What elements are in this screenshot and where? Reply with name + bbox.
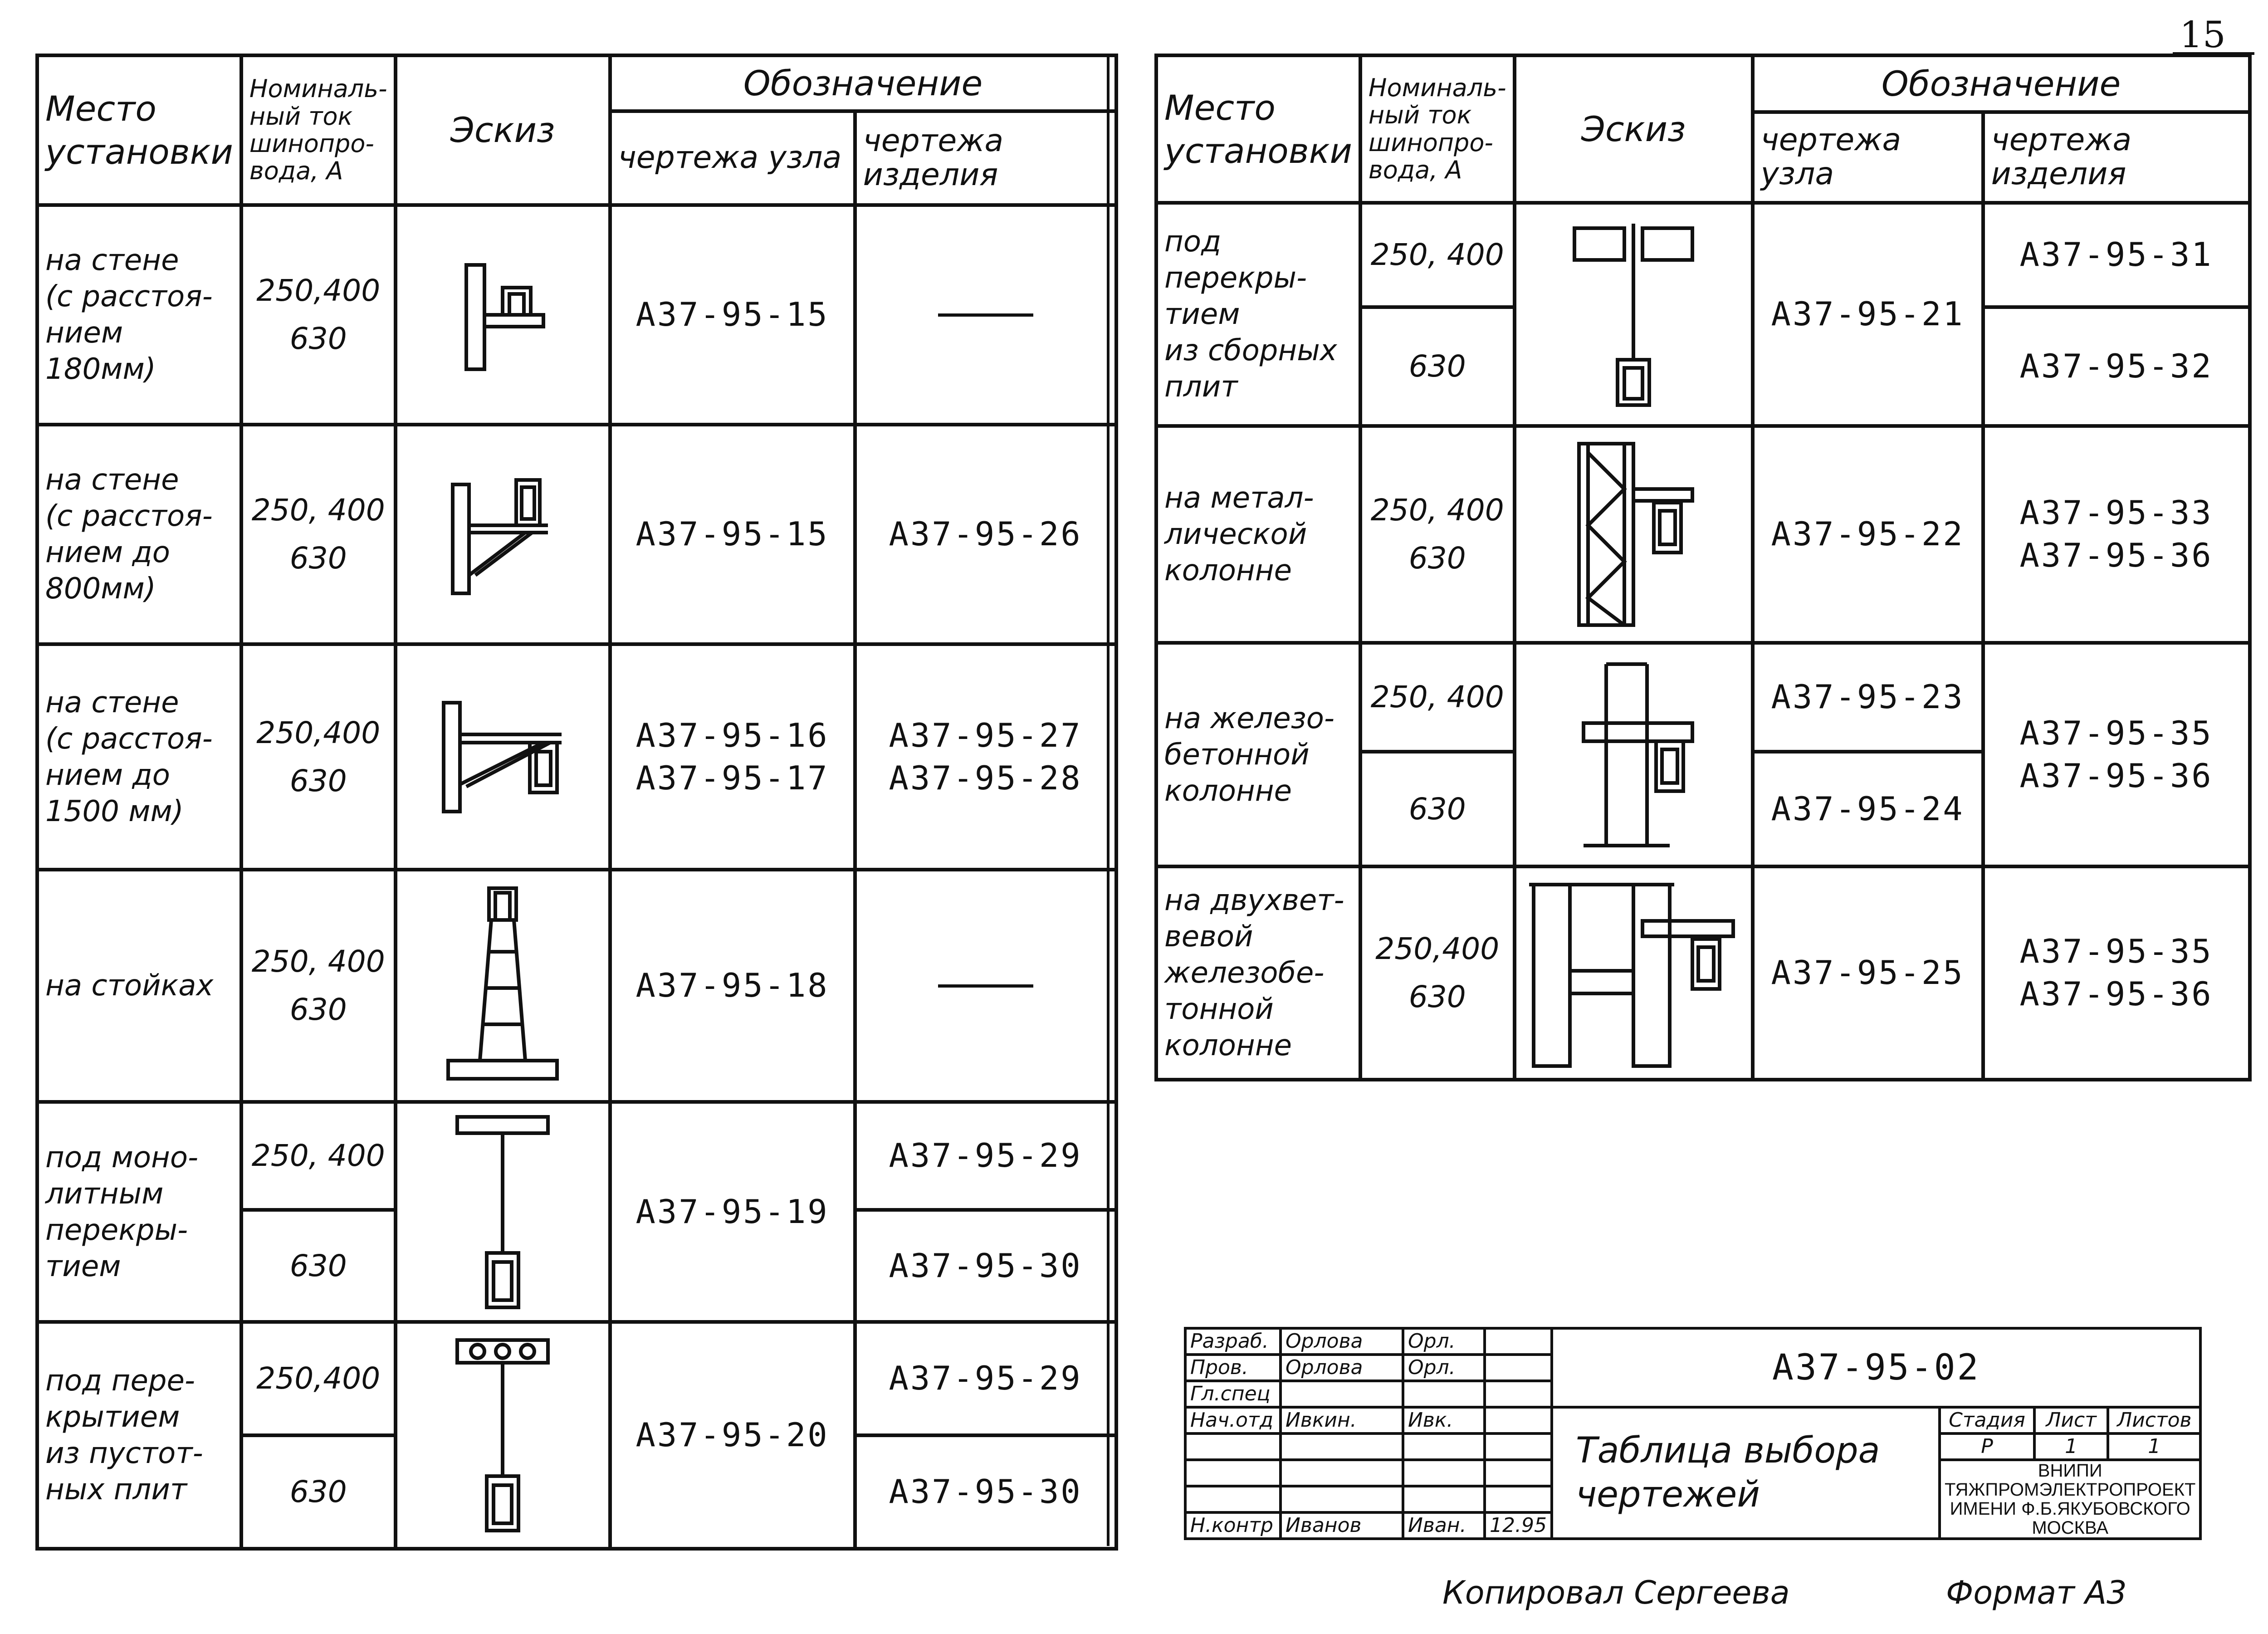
product-code: А37-95-30 [855, 1435, 1116, 1549]
product-code: А37-95-31 [1983, 203, 2250, 307]
place-cell: на железо- бетонной колонне [1156, 643, 1360, 866]
header-product-drawing: чертежа изделия [855, 111, 1116, 205]
product-code: А37-95-33 А37-95-36 [1983, 426, 2250, 643]
page-number: 15 [2180, 14, 2226, 56]
post-stand-icon [396, 870, 610, 1102]
concrete-column-icon [1515, 643, 1753, 866]
node-code: А37-95-24 [1753, 752, 1983, 866]
node-code: А37-95-20 [610, 1322, 855, 1549]
header-product-drawing: чертежа изделия [1983, 112, 2250, 203]
name-cell [1281, 1460, 1403, 1486]
role-cell: Разраб. [1185, 1328, 1281, 1355]
table-row [1156, 643, 2250, 752]
right-selection-table [1154, 54, 2252, 1081]
double-branch-column-icon [1515, 866, 1753, 1080]
header-sketch: Эскиз [1515, 55, 1753, 203]
date-cell: 12.95 [1485, 1512, 1552, 1539]
stage-label: Стадия [1940, 1407, 2034, 1433]
name-cell: Орлова [1281, 1355, 1403, 1381]
table-row [37, 870, 1116, 1102]
role-cell [1185, 1460, 1281, 1486]
product-code: А37-95-29 [855, 1102, 1116, 1210]
current-cell: 250, 400 630 [241, 870, 396, 1102]
role-cell [1185, 1486, 1281, 1512]
node-code: А37-95-23 [1753, 643, 1983, 752]
role-cell: Пров. [1185, 1355, 1281, 1381]
wall-bracket-long-icon [396, 644, 610, 870]
header-designation: Обозначение [610, 55, 1116, 111]
table-row [1156, 203, 2250, 307]
date-cell [1485, 1355, 1552, 1381]
name-cell: Орлова [1281, 1328, 1403, 1355]
role-cell: Гл.спец [1185, 1381, 1281, 1407]
place-cell: на метал- лической колонне [1156, 426, 1360, 643]
current-cell: 630 [241, 1435, 396, 1549]
current-cell: 250, 400 630 [1360, 426, 1515, 643]
product-code: А37-95-35 А37-95-36 [1983, 866, 2250, 1080]
product-code: А37-95-29 [855, 1322, 1116, 1435]
monolithic-slab-hanger-icon [396, 1102, 610, 1322]
signature-cell [1403, 1486, 1485, 1512]
date-cell [1485, 1381, 1552, 1407]
place-cell: на стене (с расстоя- нием до 800мм) [37, 425, 241, 644]
copied-by: Копировал Сергеева [1442, 1574, 1790, 1611]
product-code-empty [855, 870, 1116, 1102]
current-cell: 250,400 630 [241, 205, 396, 425]
date-cell [1485, 1407, 1552, 1433]
sheet-value: 1 [2034, 1433, 2108, 1460]
place-cell: на стойках [37, 870, 241, 1102]
place-cell: под пере- крытием из пустот- ных плит [37, 1322, 241, 1549]
signature-cell: Ивк. [1403, 1407, 1485, 1433]
header-designation: Обозначение [1753, 55, 2250, 112]
table-row [1156, 426, 2250, 643]
name-cell [1281, 1433, 1403, 1460]
place-cell: под перекры- тием из сборных плит [1156, 203, 1360, 426]
date-cell [1485, 1460, 1552, 1486]
product-code: А37-95-35 А37-95-36 [1983, 643, 2250, 866]
header-current: Номиналь-ный ток шинопро-вода, А [241, 55, 396, 205]
table-row [37, 425, 1116, 644]
header-place: Место установки [37, 55, 241, 205]
organization-name: ВНИПИ ТЯЖПРОМЭЛЕКТРОПРОЕКТ ИМЕНИ Ф.Б.ЯКУБОВСКОГО МОСКВА [1940, 1460, 2200, 1539]
node-code: А37-95-19 [610, 1102, 855, 1322]
table-divider [1107, 54, 1110, 1546]
current-cell: 250, 400 [1360, 203, 1515, 307]
document-code: А37-95-02 [1552, 1328, 2200, 1407]
name-cell [1281, 1486, 1403, 1512]
current-cell: 630 [1360, 752, 1515, 866]
signature-cell [1403, 1460, 1485, 1486]
sheets-value: 1 [2108, 1433, 2200, 1460]
role-cell: Н.контр [1185, 1512, 1281, 1539]
left-selection-table [35, 54, 1118, 1551]
node-code: А37-95-22 [1753, 426, 1983, 643]
current-cell: 250,400 630 [1360, 866, 1515, 1080]
current-cell: 630 [1360, 307, 1515, 426]
table-row [37, 205, 1116, 425]
wall-bracket-medium-icon [396, 425, 610, 644]
drawing-title: Таблица выбора чертежей [1552, 1407, 1940, 1539]
role-cell [1185, 1433, 1281, 1460]
wall-bracket-short-icon [396, 205, 610, 425]
role-cell: Нач.отд [1185, 1407, 1281, 1433]
product-code-empty [855, 205, 1116, 425]
node-code: А37-95-15 [610, 425, 855, 644]
current-cell: 250, 400 [1360, 643, 1515, 752]
hollow-slab-hanger-icon [396, 1322, 610, 1549]
signature-cell: Иван. [1403, 1512, 1485, 1539]
name-cell [1281, 1381, 1403, 1407]
product-code: А37-95-27 А37-95-28 [855, 644, 1116, 870]
product-code: А37-95-32 [1983, 307, 2250, 426]
current-cell: 630 [241, 1210, 396, 1322]
place-cell: на стене (с расстоя- нием до 1500 мм) [37, 644, 241, 870]
table-row [37, 644, 1116, 870]
table-row [1156, 866, 2250, 1080]
place-cell: под моно- литным перекры- тием [37, 1102, 241, 1322]
current-cell: 250,400 [241, 1322, 396, 1435]
place-cell: на двухвет- вевой железобе- тонной колонне [1156, 866, 1360, 1080]
header-node-drawing: чертежа узла [1753, 112, 1983, 203]
paper-format: Формат А3 [1946, 1574, 2127, 1611]
precast-slab-hanger-icon [1515, 203, 1753, 426]
title-block [1184, 1327, 2202, 1540]
signature-cell [1403, 1433, 1485, 1460]
header-node-drawing: чертежа узла [610, 111, 855, 205]
signature-cell: Орл. [1403, 1328, 1485, 1355]
product-code: А37-95-30 [855, 1210, 1116, 1322]
name-cell: Иванов [1281, 1512, 1403, 1539]
node-code: А37-95-21 [1753, 203, 1983, 426]
place-cell: на стене (с расстоя- нием 180мм) [37, 205, 241, 425]
stage-value: Р [1940, 1433, 2034, 1460]
metal-column-icon [1515, 426, 1753, 643]
sheet-label: Лист [2034, 1407, 2108, 1433]
header-sketch: Эскиз [396, 55, 610, 205]
date-cell [1485, 1486, 1552, 1512]
node-code: А37-95-16 А37-95-17 [610, 644, 855, 870]
node-code: А37-95-18 [610, 870, 855, 1102]
sheets-label: Листов [2108, 1407, 2200, 1433]
date-cell [1485, 1433, 1552, 1460]
table-row [37, 1102, 1116, 1210]
node-code: А37-95-25 [1753, 866, 1983, 1080]
header-place: Место установки [1156, 55, 1360, 203]
name-cell: Ивкин. [1281, 1407, 1403, 1433]
signature-cell: Орл. [1403, 1355, 1485, 1381]
node-code: А37-95-15 [610, 205, 855, 425]
header-current: Номиналь-ный ток шинопро-вода, А [1360, 55, 1515, 203]
table-row [37, 1322, 1116, 1435]
signature-cell [1403, 1381, 1485, 1407]
product-code: А37-95-26 [855, 425, 1116, 644]
current-cell: 250,400 630 [241, 644, 396, 870]
current-cell: 250, 400 [241, 1102, 396, 1210]
current-cell: 250, 400 630 [241, 425, 396, 644]
date-cell [1485, 1328, 1552, 1355]
